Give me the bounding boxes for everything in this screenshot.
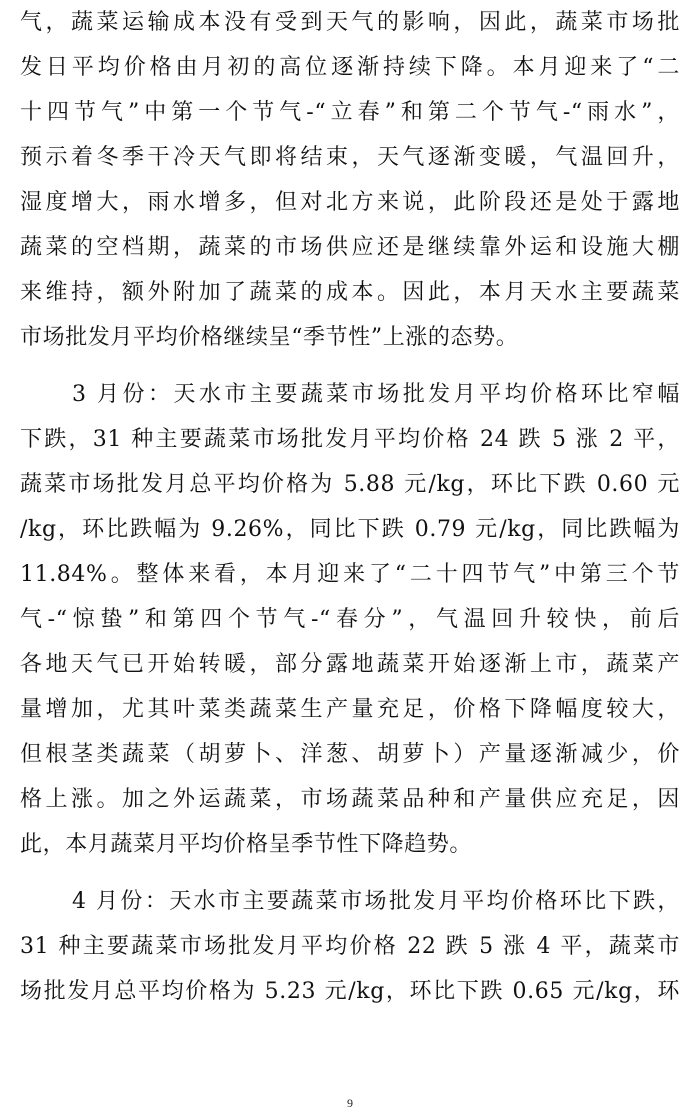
text-line: 各地天气已开始转暖，部分露地蔬菜开始逐渐上市，蔬菜产: [20, 652, 680, 677]
text-line: /kg，环比跌幅为 9.26%，同比下跌 0.79 元/kg，同比跌幅为: [20, 517, 680, 542]
text-line: 十四节气”中第一个节气-“立春”和第二个节气-“雨水”，: [20, 100, 680, 125]
page-number: 9: [347, 1096, 353, 1110]
text-line: 来维持，额外附加了蔬菜的成本。因此，本月天水主要蔬菜: [20, 280, 680, 305]
text-line: 蔬菜的空档期，蔬菜的市场供应还是继续靠外运和设施大棚: [20, 235, 680, 260]
text-line: 格上涨。加之外运蔬菜，市场蔬菜品种和产量供应充足，因: [20, 787, 680, 812]
text-line: 下跌，31 种主要蔬菜市场批发月平均价格 24 跌 5 涨 2 平，: [20, 427, 680, 452]
text-line: 市场批发月平均价格继续呈“季节性”上涨的态势。: [20, 325, 519, 350]
text-line: 预示着冬季干冷天气即将结束，天气逐渐变暖，气温回升，: [20, 145, 680, 170]
text-line: 11.84%。整体来看，本月迎来了“二十四节气”中第三个节: [20, 562, 680, 587]
paragraph-february-continued: [20, 0, 680, 360]
text-line: 湿度增大，雨水增多，但对北方来说，此阶段还是处于露地: [20, 190, 680, 215]
text-line: 31 种主要蔬菜市场批发月平均价格 22 跌 5 涨 4 平，蔬菜市: [20, 934, 680, 959]
text-line: 量增加，尤其叶菜类蔬菜生产量充足，价格下降幅度较大，: [20, 697, 680, 722]
body-text: [20, 0, 680, 1014]
text-line: 但根茎类蔬菜（胡萝卜、洋葱、胡萝卜）产量逐渐减少，价: [20, 742, 680, 767]
text-line: 气-“惊蛰”和第四个节气-“春分”，气温回升较快，前后: [20, 607, 680, 632]
text-line: 气，蔬菜运输成本没有受到天气的影响，因此，蔬菜市场批: [20, 10, 680, 35]
text-line: 此，本月蔬菜月平均价格呈季节性下降趋势。: [20, 832, 473, 857]
text-line: 发日平均价格由月初的高位逐渐持续下降。本月迎来了“二: [20, 55, 680, 80]
text-line: 4 月份：天水市主要蔬菜市场批发月平均价格环比下跌，: [72, 889, 680, 914]
text-line: 场批发月总平均价格为 5.23 元/kg，环比下跌 0.65 元/kg，环: [20, 979, 680, 1004]
paragraph-march: [20, 372, 680, 867]
paragraph-april: [20, 879, 680, 1014]
text-line: 蔬菜市场批发月总平均价格为 5.88 元/kg，环比下跌 0.60 元: [20, 472, 680, 497]
text-line: 3 月份：天水市主要蔬菜市场批发月平均价格环比窄幅: [72, 382, 680, 407]
